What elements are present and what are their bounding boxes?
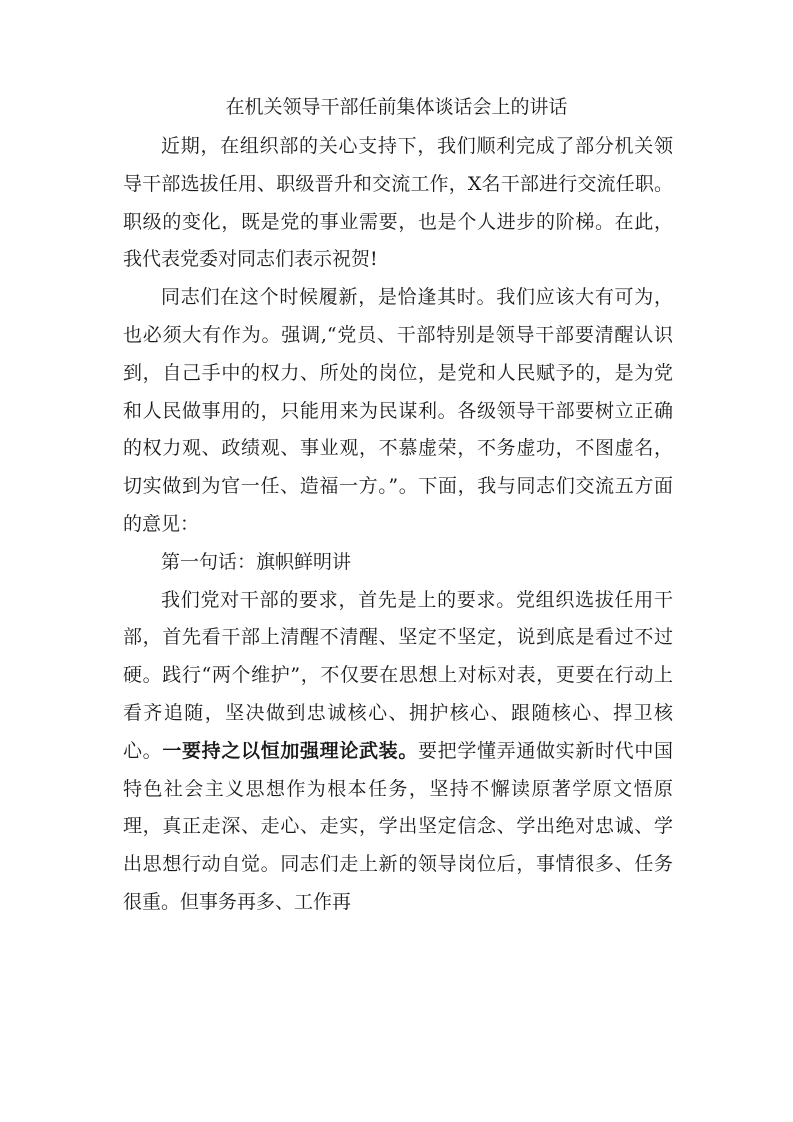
paragraph-text-continued: 要把学懂弄通做实新时代中国特色社会主义思想作为根本任务，坚持不懈读原著学原文悟原理，真正走深、走心、走实，学出坚定信念、学出绝对忠诚、学出思想行动自觉。同志们走上新的领导岗位后，事情很多、任务很重。但事务再多、工作再 xyxy=(123,739,673,913)
paragraph-context: 同志们在这个时候履新，是恰逢其时。我们应该大有可为，也必须大有作为。强调,“党员、干部特别是领导干部要清醒认识到，自己手中的权力、所处的岗位，是党和人民赋予的，是为党和人民做事用的，只能用来为民谋利。各级领导干部要树立正确的权力观、政绩观、事业观，不慕虚荣，不务虚功，不图虚名，切实做到为官一任、造福一方。”。下面，我与同志们交流五方面的意见： xyxy=(123,286,673,535)
document-title: 在机关领导干部任前集体谈话会上的讲话 xyxy=(225,96,568,118)
section-heading: 第一句话：旗帜鲜明讲 xyxy=(161,550,352,573)
paragraph-intro: 近期，在组织部的关心支持下，我们顺利完成了部分机关领导干部选拔任用、职级晋升和交流工作，X名干部进行交流任职。职级的变化，既是党的事业需要，也是个人进步的阶梯。在此，我代表党委对同志们表示祝贺! xyxy=(123,135,673,271)
document-body xyxy=(123,128,673,922)
paragraph-section-one xyxy=(123,582,673,922)
paragraph-text: 我们党对干部的要求，首先是上的要求。党组织选拔任用干部，首先看干部上清醒不清醒、坚定不坚定，说到底是看过不过硬。践行“两个维护”，不仅要在思想上对标对表，更要在行动上看齐追随，坚决做到忠诚核心、拥护核心、跟随核心、捍卫核心。 xyxy=(123,588,673,762)
bold-point: 一要持之以恒加强理论武装。 xyxy=(162,739,418,762)
